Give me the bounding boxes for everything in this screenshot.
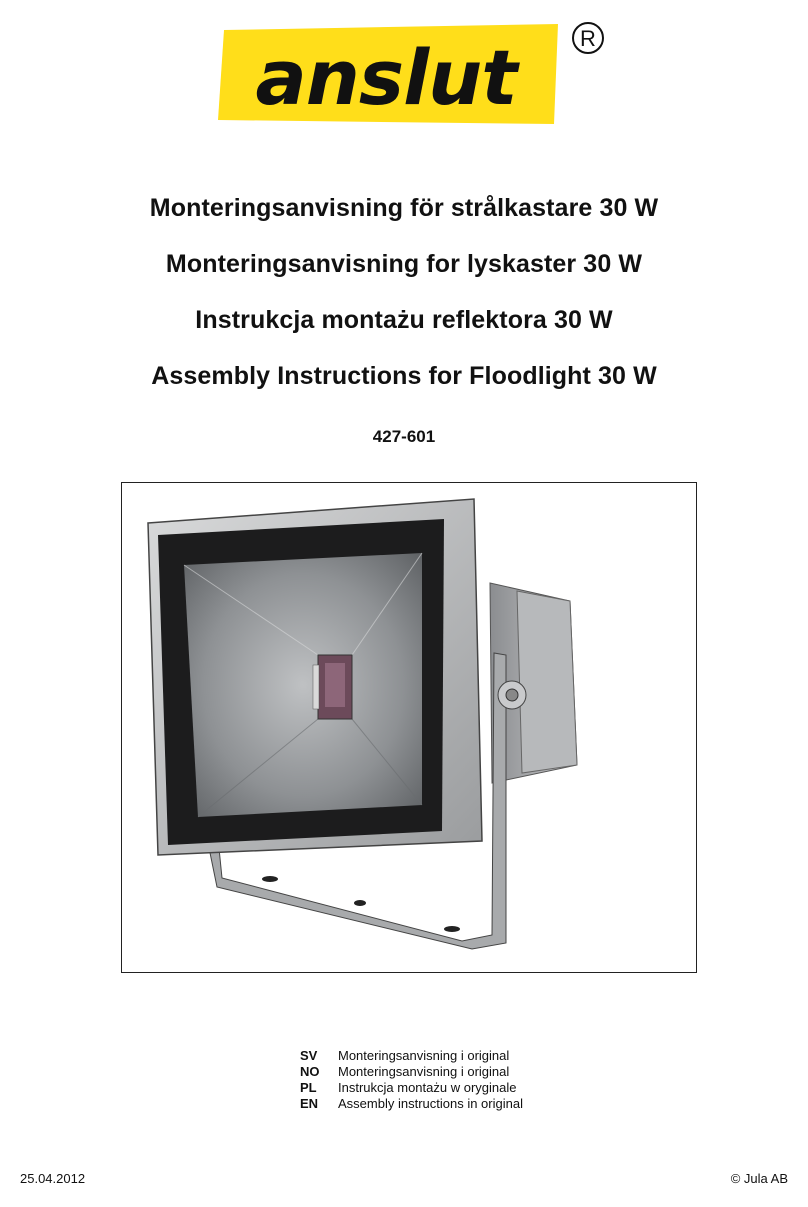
language-text: Assembly instructions in original bbox=[338, 1096, 523, 1111]
language-row-en bbox=[300, 1096, 523, 1112]
language-row-no bbox=[300, 1064, 523, 1080]
product-photo bbox=[121, 482, 697, 973]
language-code: SV bbox=[300, 1048, 318, 1063]
svg-text:R: R bbox=[580, 26, 596, 51]
language-row-sv bbox=[300, 1048, 523, 1064]
footer-date: 25.04.2012 bbox=[20, 1171, 86, 1186]
language-text: Instrukcja montażu w oryginale bbox=[338, 1080, 517, 1095]
language-text: Monteringsanvisning i original bbox=[338, 1064, 510, 1079]
registered-mark bbox=[570, 20, 608, 58]
language-code: EN bbox=[300, 1096, 319, 1111]
language-text: Monteringsanvisning i original bbox=[338, 1048, 510, 1063]
language-row-pl bbox=[300, 1080, 523, 1096]
title-swedish: Monteringsanvisning för strålkastare 30 W bbox=[149, 194, 659, 222]
article-number: 427-601 bbox=[372, 427, 436, 446]
language-code: PL bbox=[300, 1080, 317, 1095]
footer-copyright: © Jula AB bbox=[730, 1171, 788, 1186]
brand-logo bbox=[218, 22, 560, 126]
title-english: Assembly Instructions for Floodlight 30 W bbox=[151, 362, 657, 390]
brand-name: anslut bbox=[255, 33, 517, 122]
title-polish: Instrukcja montażu reflektora 30 W bbox=[195, 306, 613, 334]
language-code: NO bbox=[300, 1064, 320, 1079]
language-list bbox=[300, 1048, 523, 1112]
title-norwegian: Monteringsanvisning for lyskaster 30 W bbox=[165, 250, 643, 278]
